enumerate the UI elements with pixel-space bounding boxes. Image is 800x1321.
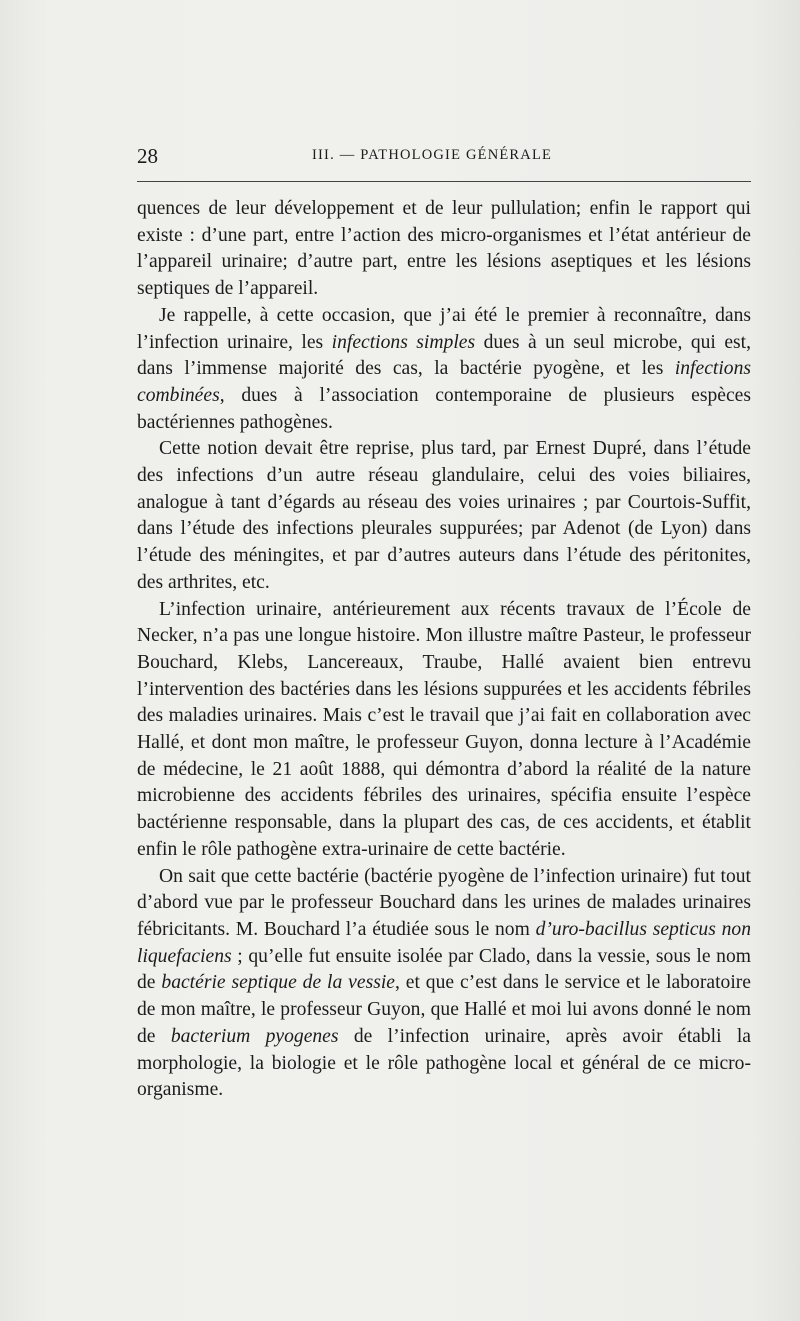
paragraph xyxy=(137,864,751,1104)
paragraph xyxy=(137,196,751,303)
text-run: , et que c’est dans le service et le laboratoire de mon maître, le professeur Guyon, que Hallé et moi lui avons donné le nom de xyxy=(137,972,751,1047)
running-head: III. — PATHOLOGIE GÉNÉRALE xyxy=(312,147,553,163)
italic-term: bactérie septique de la vessie xyxy=(161,972,395,994)
text-run: quences de leur développement et de leur pullulation; enfin le rapport qui existe : d’une part, entre l’action des micro-organismes et l’état antérieur de l’appareil urinaire; d’autre part, entre les lésions aseptiques et les lésions septiques de l’appareil. xyxy=(137,198,751,300)
text-run: , dues à l’association contemporaine de plusieurs espèces bactériennes pathogènes. xyxy=(137,384,751,433)
paragraph xyxy=(137,436,751,596)
body-text xyxy=(137,196,751,1104)
text-run: On sait que cette bactérie (bactérie pyogène de l’infection urinaire) fut tout d’abord vue par le professeur Bouchard dans les urines de malades urinaires fébricitants. M. Bouchard l’a étudiée sous le nom xyxy=(137,865,751,940)
text-run: de l’infection urinaire, après avoir établi la morphologie, la biologie et le rôle pathogène local et général de ce micro-organisme. xyxy=(137,1025,751,1101)
italic-term: d’uro-bacillus septicus non liquefaciens xyxy=(137,918,751,967)
paragraph xyxy=(137,597,751,864)
page-header xyxy=(137,144,751,170)
text-run: ; qu’elle fut ensuite isolée par Clado, dans la vessie, sous le nom de xyxy=(137,945,751,994)
text-run: Cette notion devait être reprise, plus tard, par Ernest Dupré, dans l’étude des infections d’un autre réseau glandulaire, celui des voies biliaires, analogue à tant d’égards au réseau des voies urinaires ; par Courtois-Suffit, dans l’étude des infections pleurales suppurées; par Adenot (de Lyon) dans l’étude des méningites, et par d’autres auteurs dans l’étude des péritonites, des arthrites, etc. xyxy=(137,438,751,593)
italic-term: bacterium pyogenes xyxy=(170,1025,339,1047)
paragraph xyxy=(137,303,751,437)
italic-term: infections simples xyxy=(331,331,476,353)
header-rule xyxy=(137,181,751,182)
text-run: Je rappelle, à cette occasion, que j’ai été le premier à reconnaître, dans l’infection urinaire, les xyxy=(137,304,751,353)
italic-term: infections combinées xyxy=(137,358,751,406)
page-number: 28 xyxy=(137,144,158,168)
text-run: dues à un seul microbe, qui est, dans l’immense majorité des cas, la bactérie pyogène, et les xyxy=(137,331,751,380)
text-run: L’infection urinaire, antérieurement aux récents travaux de l’École de Necker, n’a pas une longue histoire. Mon illustre maître Pasteur, le professeur Bouchard, Klebs, Lancereaux, Traube, Hallé avaient bien entrevu l’intervention des bactéries dans les lésions suppurées et les accidents fébriles des maladies urinaires. Mais c’est le travail que j’ai fait en collaboration avec Hallé, et dont mon maître, le professeur Guyon, donna lecture à l’Académie de médecine, le 21 août 1888, qui démontra d’abord la réalité de la nature microbienne des accidents fébriles des urinaires, spécifia ensuite l’espèce bactérienne responsable, dans la plupart des cas, de ces accidents, et établit enfin le rôle pathogène extra-urinaire de cette bactérie. xyxy=(137,598,751,860)
